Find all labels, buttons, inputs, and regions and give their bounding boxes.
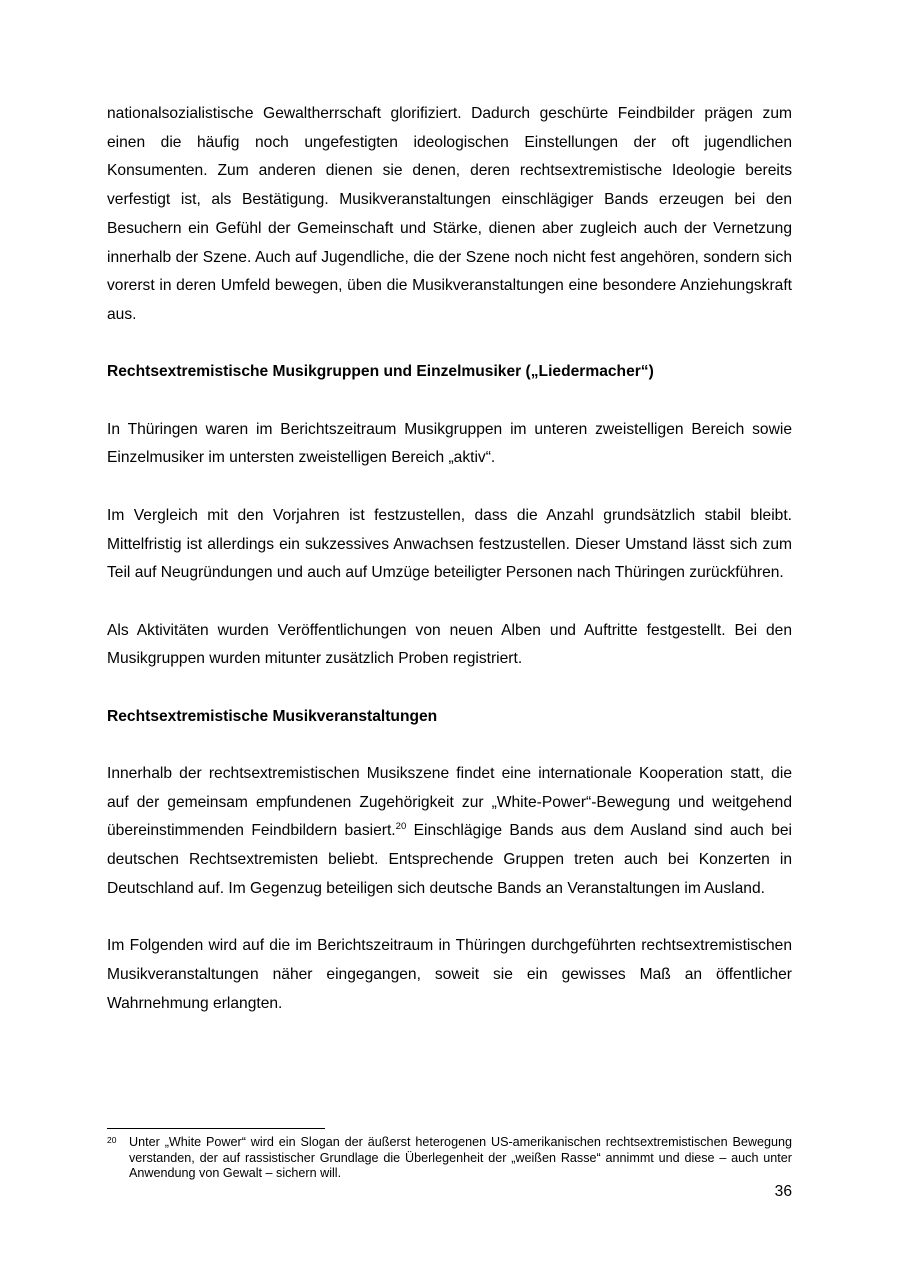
footnote-text: Unter „White Power“ wird ein Slogan der äußerst heterogenen US-amerikanischen rechtsextremistischen Bewegung verstanden, der auf rassistischer Grundlage die Überlegenheit der „weißen Rasse“ annimmt und diese – auch unter Anwendung von Gewalt – sichern will. bbox=[129, 1135, 792, 1180]
spacer bbox=[107, 904, 792, 933]
spacer bbox=[107, 674, 792, 703]
page-number: 36 bbox=[774, 1183, 792, 1200]
section-heading-musikgruppen: Rechtsextremistische Musikgruppen und Einzelmusiker („Liedermacher“) bbox=[107, 363, 654, 381]
spacer bbox=[107, 731, 792, 760]
paragraph-kooperation bbox=[107, 760, 792, 904]
footnote-reference[interactable]: 20 bbox=[395, 821, 407, 833]
paragraph-im-folgenden: Im Folgenden wird auf die im Berichtszeitraum in Thüringen durchgeführten rechtsextremistischen Musikveranstaltungen näher eingegangen, soweit sie ein gewisses Maß an öffentlicher Wahrnehmung erlangten. bbox=[107, 937, 792, 1012]
paragraph-kooperation-part-2: Einschlägige Bands aus dem Ausland sind auch bei deutschen Rechtsextremisten beliebt. Entsprechende Gruppen treten auch bei Konzerten in Deutschland auf. Im Gegenzug beteiligen sich deutsche Bands an Veranstaltungen im Ausland. bbox=[107, 822, 793, 897]
paragraph-kooperation-part-1: Innerhalb der rechtsextremistischen Musikszene findet eine internationale Kooperation statt, die auf der gemeinsam empfundenen Zugehörigkeit zur „White-Power“-Bewegung und weitgehend übereinstimmenden Feindbildern basiert. bbox=[107, 765, 792, 840]
document-body bbox=[107, 100, 792, 1018]
spacer bbox=[107, 588, 792, 617]
footnote bbox=[107, 1135, 792, 1182]
spacer bbox=[107, 473, 792, 502]
paragraph-intro: nationalsozialistische Gewaltherrschaft glorifiziert. Dadurch geschürte Feindbilder prägen zum einen die häufig noch ungefestigten ideologischen Einstellungen der oft jugendlichen Konsumenten. Zum anderen dienen sie denen, deren rechtsextremistische Ideologie bereits verfestigt ist, als Bestätigung. Musikveranstaltungen einschlägiger Bands erzeugen bei den Besuchern ein Gefühl der Gemeinschaft und Stärke, dienen aber zugleich auch der Vernetzung innerhalb der Szene. Auch auf Jugendliche, die der Szene noch nicht fest angehören, sondern sich vorerst in deren Umfeld bewegen, üben die Musikveranstaltungen eine besondere Anziehungskraft aus. bbox=[107, 105, 792, 323]
paragraph-vergleich-vorjahre: Im Vergleich mit den Vorjahren ist festzustellen, dass die Anzahl grundsätzlich stabil bleibt. Mittelfristig ist allerdings ein sukzessives Anwachsen festzustellen. Dieser Umstand lässt sich zum Teil auf Neugründungen und auch auf Umzüge beteiligter Personen nach Thüringen zurückführen. bbox=[107, 506, 792, 582]
paragraph-thueringen-aktiv: In Thüringen waren im Berichtszeitraum Musikgruppen im unteren zweistelligen Bereich sowie Einzelmusiker im untersten zweistelligen Bereich „aktiv“. bbox=[107, 420, 792, 467]
spacer bbox=[107, 330, 792, 359]
footnote-number: 20 bbox=[107, 1135, 117, 1145]
spacer bbox=[107, 387, 792, 416]
paragraph-aktivitaeten: Als Aktivitäten wurden Veröffentlichungen von neuen Alben und Auftritte festgestellt. Bei den Musikgruppen wurden mitunter zusätzlich Proben registriert. bbox=[107, 621, 792, 668]
footnote-divider bbox=[107, 1128, 325, 1129]
section-heading-musikveranstaltungen: Rechtsextremistische Musikveranstaltungen bbox=[107, 707, 438, 725]
